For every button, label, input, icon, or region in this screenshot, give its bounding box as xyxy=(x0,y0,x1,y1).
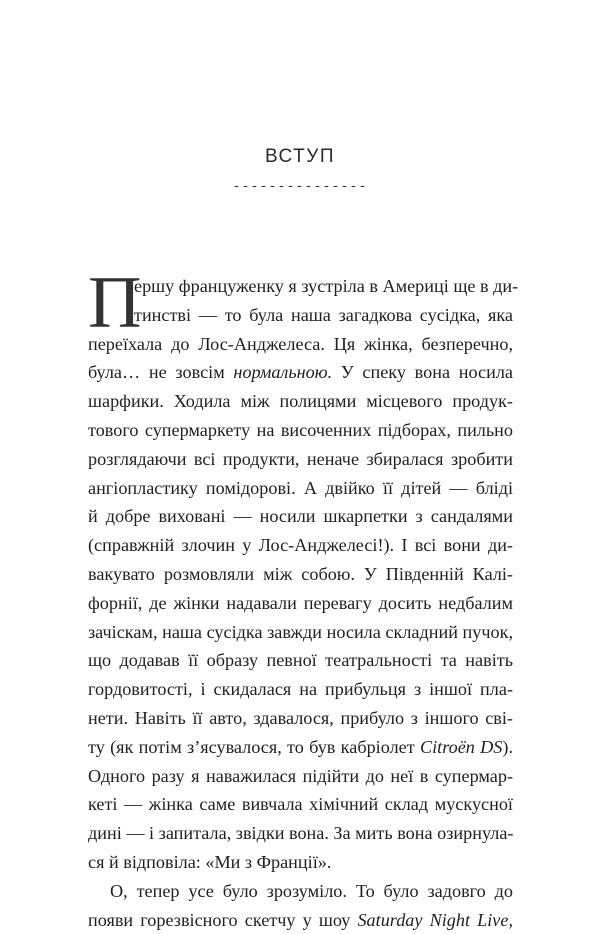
text-line-content: ершу француженку я зустріла в Америці ще в ди- xyxy=(134,276,519,296)
text-line: форнії, де жінки надавали перевагу досить недбалим xyxy=(88,592,513,613)
text-line: тинстві — то була наша загадкова сусідка, яка xyxy=(134,304,513,325)
text-line: розглядаючи всі продукти, неначе збиралася зробити xyxy=(88,448,513,469)
text-line: вакувато розмовляли між собою. У Південній Калі- xyxy=(88,563,513,584)
text-line: Одного разу я наважилася підійти до неї в супермар- xyxy=(88,765,513,786)
italic-text: Citroën DS xyxy=(419,736,503,757)
text-line: ангіопластику помідорові. А двійко її дітей — бліді xyxy=(88,477,513,498)
text-line: зачіскам, наша сусідка завжди носила складний пучок, xyxy=(88,621,513,642)
title-divider: --------------- xyxy=(232,179,368,194)
text-line: ту (як потім з’ясувалося, то був кабріолет Citroën DS). xyxy=(88,736,513,757)
text-line: тового супермаркету на височенних підборах, пильно xyxy=(88,419,513,440)
text-line: ся й відповіла: «Ми з Франції». xyxy=(88,851,332,872)
body-text xyxy=(88,262,519,934)
text-line: шарфики. Ходила між полицями місцевого продук- xyxy=(88,391,513,412)
text-line: кеті — жінка саме вивчала хімічний склад мускусної xyxy=(88,794,513,815)
italic-text: нормальною. xyxy=(233,362,333,383)
text-line: гордовитості, і скидалася на прибульця з іншої пла- xyxy=(88,679,513,700)
text-line: й добре виховані — носили шкарпетки з сандалями xyxy=(88,506,513,527)
italic-text: Saturday Night Live, xyxy=(357,909,513,930)
text-line: що додавав її образу певної театральності та навіть xyxy=(88,650,513,671)
text-line: дині — і запитала, звідки вона. За мить вона озирнула- xyxy=(88,823,514,844)
drop-cap: П xyxy=(88,262,142,344)
text-line: О, тепер усе було зрозуміло. То було задовго до xyxy=(110,880,513,901)
text-line: (справжній злочин у Лос-Анджелесі!). І всі вони ди- xyxy=(88,535,513,556)
text-line: переїхала до Лос-Анджелеса. Ця жінка, безперечно, xyxy=(88,333,513,354)
chapter-title: ВСТУП xyxy=(265,146,335,167)
text-line: появи горезвісного скетчу у шоу Saturday Night Live, xyxy=(88,909,513,930)
text-line: нети. Навіть її авто, здавалося, прибуло з іншого сві- xyxy=(88,707,513,728)
text-line: була… не зовсім нормальною. У спеку вона носила xyxy=(88,362,513,383)
